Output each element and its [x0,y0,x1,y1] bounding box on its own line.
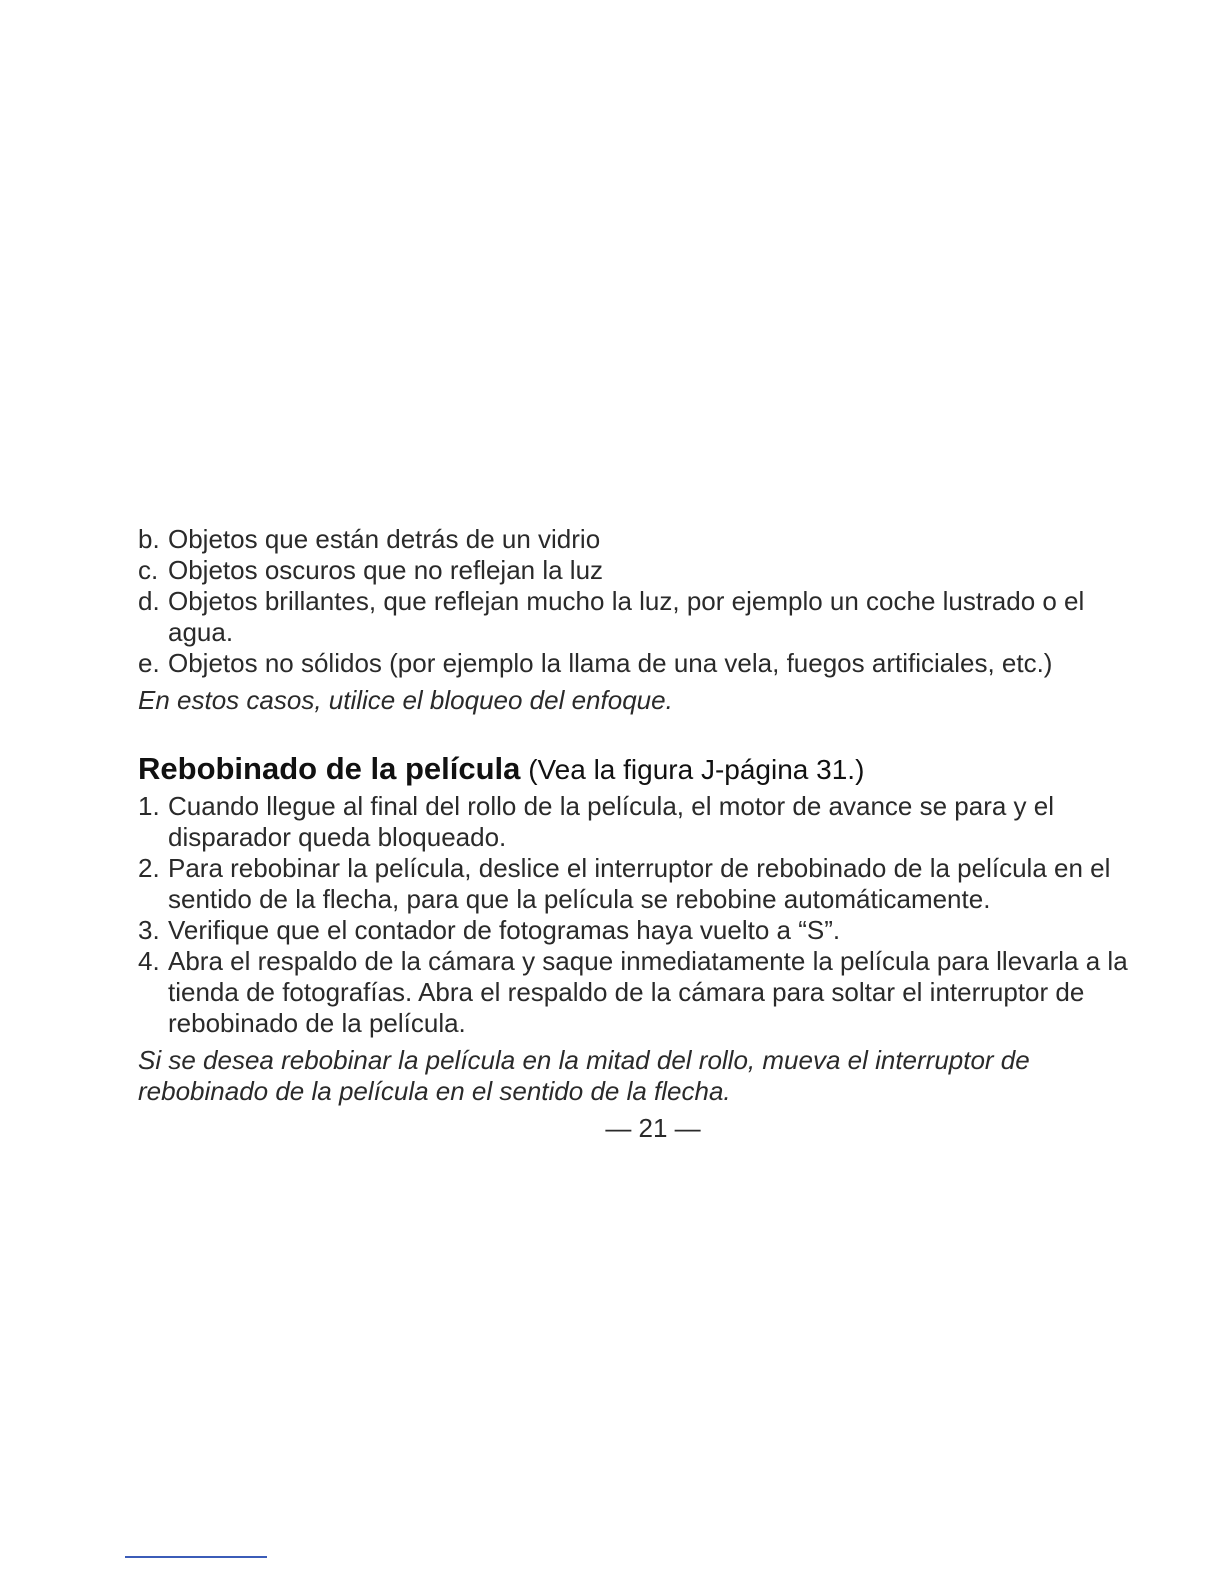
list-item [138,853,1128,915]
section-title: Rebobinado de la película [138,751,521,786]
list-text: Para rebobinar la película, deslice el interruptor de rebobinado de la película en el sentido de la flecha, para que la película se rebobine automáticamente. [168,853,1111,914]
list-item [138,915,1128,946]
list-text: Cuando llegue al final del rollo de la película, el motor de avance se para y el disparador queda bloqueado. [168,791,1054,852]
page-number: — 21 — [605,1113,701,1143]
list-item [138,791,1128,853]
list-item [138,555,1128,586]
list-marker: 1. [138,791,160,821]
rewind-steps-list [138,791,1128,1039]
list-text: Objetos que están detrás de un vidrio [168,524,601,554]
list-marker: c. [138,555,159,585]
list-text: Objetos oscuros que no reflejan la luz [168,555,604,585]
divider-line [125,1556,267,1558]
section-figure-reference: (Vea la figura J-página 31.) [528,754,865,785]
list-marker: b. [138,524,160,554]
list-marker: e. [138,648,160,678]
focus-lock-note: En estos casos, utilice el bloqueo del enfoque. [138,685,673,715]
list-marker: 2. [138,853,160,883]
page-content [138,524,1128,1144]
list-marker: 4. [138,946,160,976]
list-text: Verifique que el contador de fotogramas haya vuelto a “S”. [168,915,841,945]
list-text: Objetos brillantes, que reflejan mucho la luz, por ejemplo un coche lustrado o el agua. [168,586,1085,647]
list-marker: 3. [138,915,160,945]
list-item [138,586,1128,648]
list-item [138,524,1128,555]
list-text: Objetos no sólidos (por ejemplo la llama de una vela, fuegos artificiales, etc.) [168,648,1053,678]
list-text: Abra el respaldo de la cámara y saque inmediatamente la película para llevarla a la tienda de fotografías. Abra el respaldo de la cámara para soltar el interruptor de rebobinado de la película. [168,946,1128,1038]
list-marker: d. [138,586,160,616]
list-item [138,946,1128,1039]
limitations-list [138,524,1128,679]
mid-roll-rewind-note: Si se desea rebobinar la película en la mitad del rollo, mueva el interruptor de rebobinado de la película en el sentido de la flecha. [138,1045,1030,1106]
list-item [138,648,1128,679]
section-heading [138,752,1128,787]
